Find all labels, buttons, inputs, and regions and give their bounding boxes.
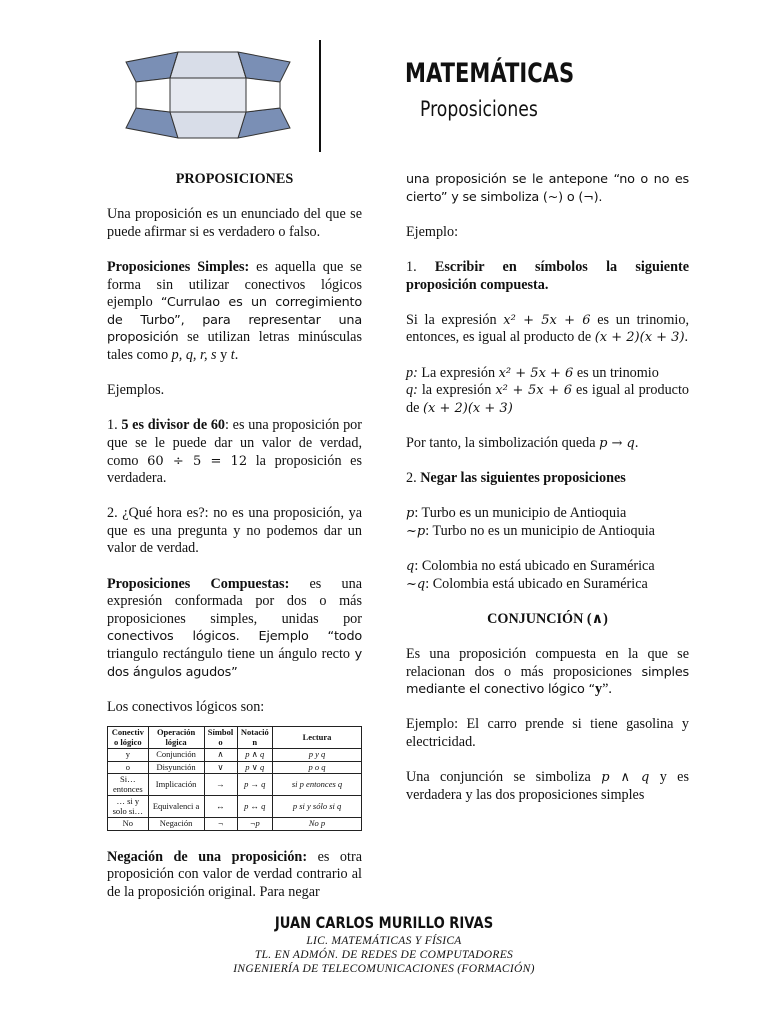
table-cell: y (108, 749, 149, 762)
table-row (108, 749, 362, 762)
header-divider (319, 40, 321, 152)
table-cell: ↔ (204, 796, 237, 818)
table-cell: p ∨ q (237, 761, 273, 774)
task-2: 2. Negar las siguientes proposiciones (406, 470, 626, 487)
right-column (406, 171, 689, 804)
table-cell: Negación (148, 818, 204, 831)
p-definition: p: La expresión x² + 5x + 6 es un trinomio (406, 364, 659, 381)
negation-example-not-q: ~q: Colombia está ubicado en Suramérica (406, 575, 648, 592)
table-cell: p → q (237, 774, 273, 796)
table-cell: p o q (273, 761, 362, 774)
conjunction-example: Ejemplo: El carro prende si tiene gasolina y electricidad. (406, 716, 689, 750)
table-cell: si p entonces q (273, 774, 362, 796)
table-cell: No p (273, 818, 362, 831)
connectives-intro: Los conectivos lógicos son: (107, 698, 265, 715)
example-1: 1. 5 es divisor de 60: es una proposición por que se le puede dar un valor de verdad, como 60 ÷ 5 = 12 la proposición es verdadera. (107, 417, 363, 487)
negation-example-p: p: Turbo es un municipio de Antioquia (406, 505, 627, 522)
author-credential-2: TL. EN ADMÓN. DE REDES DE COMPUTADORES (254, 949, 514, 961)
compound-propositions-paragraph: Proposiciones Compuestas: es una expresión conformada por dos o más proposiciones simples, unidas por conectivos lógicos. Ejemplo “todo triangulo rectángulo tiene un ángulo recto y dos ángulos agudos” (107, 575, 362, 680)
connectives-table (107, 726, 362, 831)
task-1-statement: Si la expresión x² + 5x + 6 es un trinomio, entonces, es igual al producto de (x + 2)(x + 3). (406, 311, 690, 346)
example-label: Ejemplo: (406, 223, 459, 240)
task-1: 1. Escribir en símbolos la siguiente proposición compuesta. (406, 258, 689, 293)
table-cell: p si y sólo si q (273, 796, 362, 818)
author-credential-3: INGENIERÍA DE TELECOMUNICACIONES (FORMACIÓN) (233, 963, 535, 975)
table-header: Símbol o (204, 727, 237, 749)
negation-paragraph: Negación de una proposición: es otra proposición con valor de verdad contrario al de la proposición original. Para negar (107, 848, 362, 900)
table-cell: ∨ (204, 761, 237, 774)
table-cell: p ↔ q (237, 796, 273, 818)
table-cell: Si… entonces (108, 774, 149, 796)
table-row (108, 796, 362, 818)
conjunction-title: CONJUNCIÓN (∧) (487, 610, 608, 627)
table-cell: No (108, 818, 149, 831)
table-cell: o (108, 761, 149, 774)
subject-title: MATEMÁTICAS (405, 58, 575, 89)
negation-example-not-p: ~p: Turbo no es un municipio de Antioquia (406, 522, 655, 539)
conjunction-definition: Es una proposición compuesta en la que se relacionan dos o más proposiciones simples mediante el conectivo lógico “y”. (406, 646, 689, 698)
negation-continuation: una proposición se le antepone “no o no es cierto” y se simboliza (~) o (¬). (406, 172, 689, 205)
table-header: Operación lógica (148, 727, 204, 749)
table-row (108, 761, 362, 774)
table-header-row (108, 727, 362, 749)
table-cell: … si y solo si… (108, 796, 149, 818)
table-cell: p ∧ q (237, 749, 273, 762)
table-header: Lectura (273, 727, 362, 749)
topic-title: Proposiciones (420, 97, 538, 121)
table-cell: ∧ (204, 749, 237, 762)
table-cell: ¬ (204, 818, 237, 831)
left-column (107, 171, 362, 901)
author-name: JUAN CARLOS MURILLO RIVAS (274, 913, 494, 932)
table-header: Notació n (237, 727, 273, 749)
section-title: PROPOSICIONES (175, 171, 294, 187)
table-row (108, 818, 362, 831)
conjunction-symbol: Una conjunción se simboliza p ∧ q y es verdadera y las dos proposiciones simples (406, 769, 689, 803)
intro-paragraph: Una proposición es un enunciado del que se puede afirmar si es verdadero o falso. (107, 206, 362, 240)
table-cell: Equivalenci a (148, 796, 204, 818)
table-cell: p y q (273, 749, 362, 762)
examples-label: Ejemplos. (107, 382, 165, 399)
geometric-frame-logo (118, 40, 298, 150)
table-row (108, 774, 362, 796)
table-cell: Conjunción (148, 749, 204, 762)
author-credential-1: LIC. MATEMÁTICAS Y FÍSICA (306, 935, 462, 947)
negation-example-q: q: Colombia no está ubicado en Suramérica (406, 558, 655, 575)
table-cell: Implicación (148, 774, 204, 796)
table-header: Conectiv o lógico (108, 727, 149, 749)
simple-propositions-paragraph: Proposiciones Simples: es aquella que se forma sin utilizar conectivos lógicos ejemplo “Currulao es un corregimiento de Turbo”, para representar una proposición se utilizan letras minúsculas tales como p, q, r, s y t. (107, 258, 362, 363)
table-cell: Disyunción (148, 761, 204, 774)
example-2: 2. ¿Qué hora es?: no es una proposición, ya que es una pregunta y no podemos dar un valor de verdad. (107, 505, 362, 557)
table-cell: → (204, 774, 237, 796)
q-definition: q: la expresión x² + 5x + 6 es igual al producto de (x + 2)(x + 3) (406, 382, 690, 416)
table-cell: ¬p (237, 818, 273, 831)
conclusion: Por tanto, la simbolización queda p → q. (406, 434, 639, 451)
